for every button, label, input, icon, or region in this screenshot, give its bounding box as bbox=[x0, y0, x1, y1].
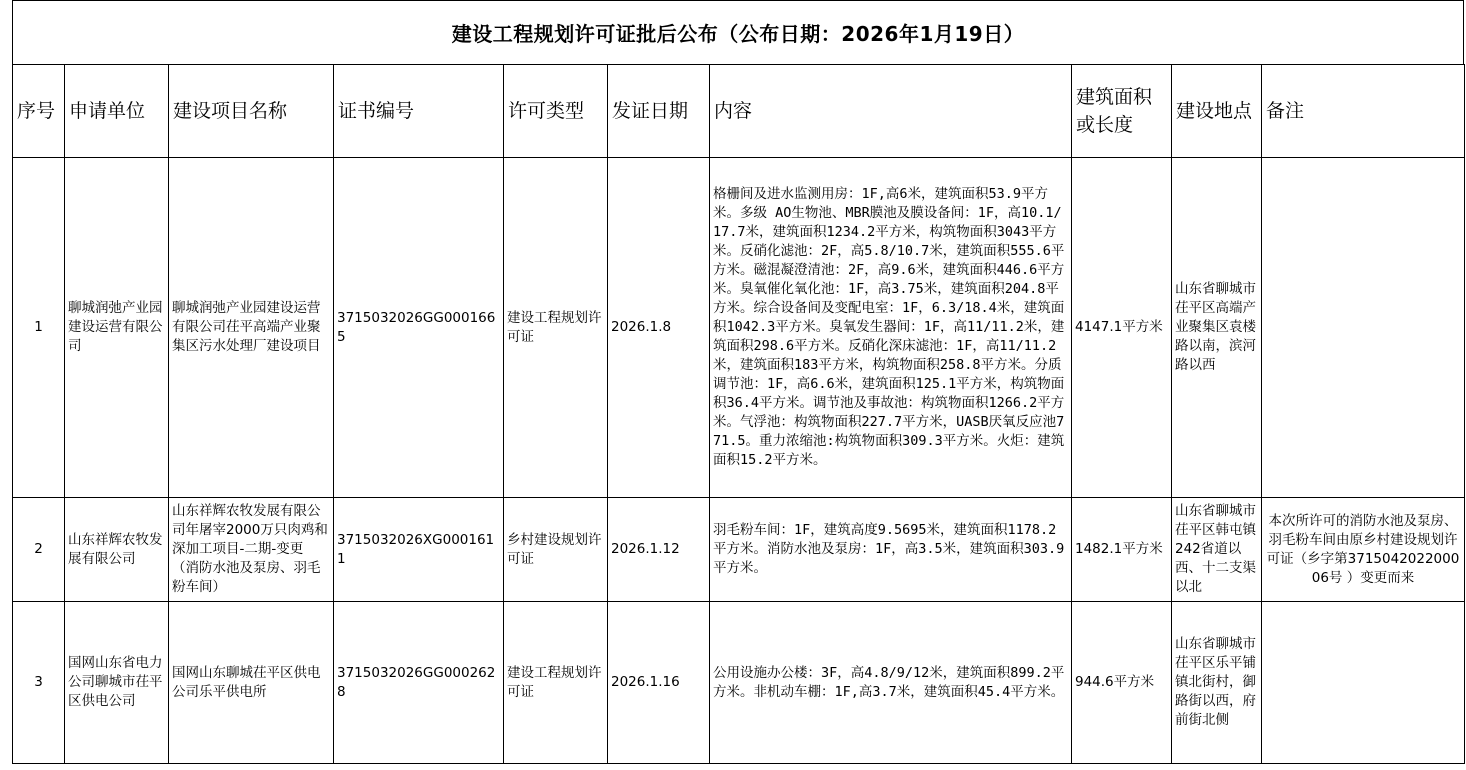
row-issue-date: 2026.1.8 bbox=[608, 158, 710, 498]
row-area: 4147.1平方米 bbox=[1072, 158, 1172, 498]
row-project: 国网山东聊城茌平区供电公司乐平供电所 bbox=[169, 602, 334, 764]
row-applicant: 聊城润弛产业园建设运营有限公司 bbox=[65, 158, 169, 498]
row-remark: 本次所许可的消防水池及泵房、羽毛粉车间由原乡村建设规划许可证（乡字第371504202200006号 ）变更而来 bbox=[1262, 498, 1465, 602]
row-remark bbox=[1262, 602, 1465, 764]
row-location: 山东省聊城市茌平区韩屯镇242省道以西、十二支渠以北 bbox=[1172, 498, 1262, 602]
row-permit-type: 建设工程规划许可证 bbox=[504, 158, 608, 498]
row-issue-date: 2026.1.16 bbox=[608, 602, 710, 764]
row-remark bbox=[1262, 158, 1465, 498]
row-content: 公用设施办公楼：3F，高4.8/9/12米，建筑面积899.2平方米。非机动车棚：1F,高3.7米，建筑面积45.4平方米。 bbox=[710, 602, 1072, 764]
row-permit-type: 乡村建设规划许可证 bbox=[504, 498, 608, 602]
table-header-row bbox=[13, 65, 1465, 158]
row-index: 1 bbox=[13, 158, 65, 498]
header-certificate: 证书编号 bbox=[334, 65, 504, 158]
row-certificate: 3715032026GG0002628 bbox=[334, 602, 504, 764]
table-row bbox=[13, 158, 1465, 498]
row-area: 944.6平方米 bbox=[1072, 602, 1172, 764]
row-project: 聊城润弛产业园建设运营有限公司茌平高端产业聚集区污水处理厂建设项目 bbox=[169, 158, 334, 498]
header-applicant: 申请单位 bbox=[65, 65, 169, 158]
row-permit-type: 建设工程规划许可证 bbox=[504, 602, 608, 764]
row-index: 3 bbox=[13, 602, 65, 764]
permit-table bbox=[12, 64, 1465, 764]
row-location: 山东省聊城市茌平区乐平铺镇北街村，御路街以西，府前街北侧 bbox=[1172, 602, 1262, 764]
row-certificate: 3715032026GG0001665 bbox=[334, 158, 504, 498]
table-row bbox=[13, 602, 1465, 764]
row-project: 山东祥辉农牧发展有限公司年屠宰2000万只肉鸡和深加工项目-二期-变更（消防水池及泵房、羽毛粉车间） bbox=[169, 498, 334, 602]
header-remark: 备注 bbox=[1262, 65, 1465, 158]
row-certificate: 3715032026XG0001611 bbox=[334, 498, 504, 602]
header-location: 建设地点 bbox=[1172, 65, 1262, 158]
row-location: 山东省聊城市茌平区高端产业聚集区袁楼路以南，滨河路以西 bbox=[1172, 158, 1262, 498]
row-content: 羽毛粉车间：1F，建筑高度9.5695米，建筑面积1178.2平方米。消防水池及泵房：1F，高3.5米，建筑面积303.9平方米。 bbox=[710, 498, 1072, 602]
header-index: 序号 bbox=[13, 65, 65, 158]
row-issue-date: 2026.1.12 bbox=[608, 498, 710, 602]
header-issue-date: 发证日期 bbox=[608, 65, 710, 158]
page-title: 建设工程规划许可证批后公布（公布日期：2026年1月19日） bbox=[12, 0, 1464, 64]
header-permit-type: 许可类型 bbox=[504, 65, 608, 158]
row-index: 2 bbox=[13, 498, 65, 602]
header-content: 内容 bbox=[710, 65, 1072, 158]
header-project: 建设项目名称 bbox=[169, 65, 334, 158]
header-area: 建筑面积或长度 bbox=[1072, 65, 1172, 158]
row-content: 格栅间及进水监测用房：1F,高6米，建筑面积53.9平方米。多级 AO生物池、MBR膜池及膜设备间：1F，高10.1/17.7米，建筑面积1234.2平方米，构筑物面积3043平方米。反硝化滤池：2F，高5.8/10.7米，建筑面积555.6平方米。磁混凝澄清池：2F，高9.6米，建筑面积446.6平方米。臭氧催化氧化池：1F，高3.75米，建筑面积204.8平方米。综合设备间及变配电室：1F，6.3/18.4米，建筑面积1042.3平方米。臭氧发生器间：1F，高11/11.2米，建筑面积298.6平方米。反硝化深床滤池：1F，高11/11.2 米，建筑面积183平方米，构筑物面积258.8平方米。分质调节池：1F，高6.6米，建筑面积125.1平方米，构筑物面积36.4平方米。调节池及事故池：构筑物面积1266.2平方米。气浮池：构筑物面积227.7平方米，UASB厌氧反应池771.5。重力浓缩池:构筑物面积309.3平方米。火炬：建筑面积15.2平方米。 bbox=[710, 158, 1072, 498]
table-row bbox=[13, 498, 1465, 602]
row-applicant: 山东祥辉农牧发展有限公司 bbox=[65, 498, 169, 602]
row-applicant: 国网山东省电力公司聊城市茌平区供电公司 bbox=[65, 602, 169, 764]
row-area: 1482.1平方米 bbox=[1072, 498, 1172, 602]
